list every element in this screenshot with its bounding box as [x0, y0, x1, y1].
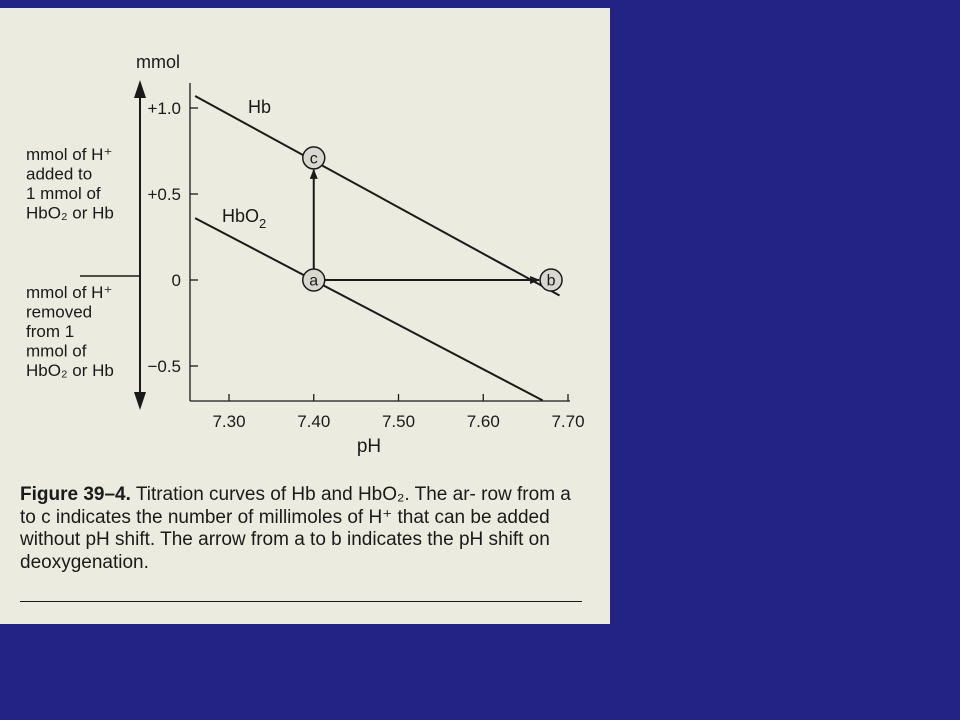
- x-axis-label: pH: [356, 436, 382, 457]
- point-label-c: c: [309, 150, 318, 168]
- y-tick-label: +1.0: [147, 99, 181, 118]
- series-label-hb: Hb: [248, 97, 272, 117]
- series-line-hb: [195, 96, 559, 296]
- y-tick-label: −0.5: [147, 357, 181, 376]
- x-tick-label: 7.70: [551, 412, 585, 431]
- figure-caption: [20, 484, 590, 574]
- point-label-b: b: [546, 272, 556, 290]
- y-axis-down-arrowhead: [134, 392, 146, 410]
- y-axis-label: mmol: [136, 52, 180, 72]
- titration-chart: [0, 8, 610, 478]
- x-tick-label: 7.50: [381, 412, 416, 431]
- y-annotation-removed: mmol of H⁺ removed from 1 mmol of HbO₂ or Hb: [26, 283, 114, 380]
- series-line-hbo2: [195, 218, 542, 400]
- x-tick-label: 7.30: [212, 412, 246, 431]
- caption-rule: [20, 601, 582, 602]
- x-tick-label: 7.40: [297, 412, 331, 431]
- caption-figure-label: Figure 39–4.: [20, 484, 131, 505]
- figure-panel: [0, 8, 610, 624]
- y-tick-label: +0.5: [147, 185, 181, 204]
- y-tick-label: 0: [171, 271, 181, 290]
- y-axis-up-arrowhead: [134, 80, 146, 98]
- series-label-hbo2: HbO$_2$: [222, 206, 267, 231]
- point-label-a: a: [309, 272, 319, 290]
- x-tick-label: 7.60: [466, 412, 500, 431]
- caption-text: Titration curves of Hb and HbO₂. The ar- row from a to c indicates the number of millimoles of H⁺ that can be added without pH shift. The arrow from a to b indicates the pH shift on deoxygenation.: [20, 484, 571, 573]
- y-annotation-added: mmol of H⁺ added to 1 mmol of HbO₂ or Hb: [26, 145, 114, 223]
